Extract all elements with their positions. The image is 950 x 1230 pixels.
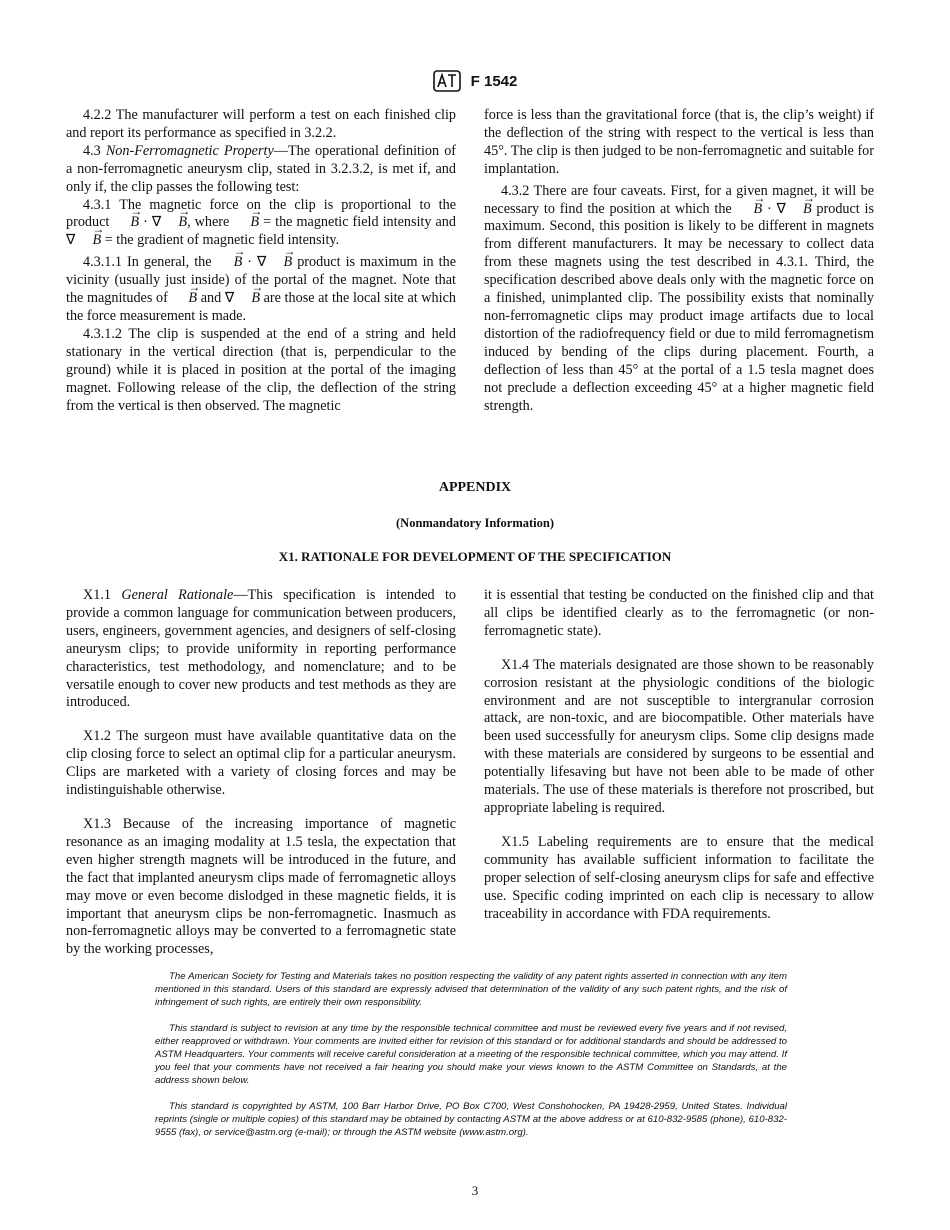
section-4-2-2: 4.2.2 The manufacturer will perform a test on each finished clip and report its performance as specified in 3.2.2. (66, 107, 456, 141)
section-4-3-1-1: 4.3.1.1 In general, the → B · ∇→ B product is maximum in the vicinity (usually just inside) of the portal of the magnet. Note that the magnitudes of → B and ∇→ B are those at the local site at which the force measurement is made. (66, 254, 456, 326)
legal-footnotes (155, 970, 787, 1151)
left-column (66, 107, 456, 415)
section-x1-3: X1.3 Because of the increasing importance of magnetic resonance as an imaging modality at 1.5 tesla, the expectation that even higher strength magnets will be introduced in the future, and the fact that implanted aneurysm clips made of ferromagnetic alloys may move or even become dislodged in these magnetic fields, it is important that aneurysm clips be non-ferromagnetic. Inasmuch as non-ferromagnetic alloys may be converted to a ferromagnetic state by the working processes, (66, 815, 456, 958)
section-4-3-2: 4.3.2 There are four caveats. First, for a given magnet, it will be necessary to find the position at which the → B · ∇→ B product is maximum. Second, this position is likely to be different in magnets from different manufacturers. It may be necessary to collect data from these magnets using the test described in 4.3.1. Third, the specification described above deals only with the magnetic force on a finished, unimplanted clip. The possibility exists that nominally non-ferromagnetic clips may product image artifacts due to local distortion of the radiofrequency field or due to mild ferromagnetism induced by bending of the clips during placement. Fourth, a deflection of less than 45° at the portal of a 1.5 tesla magnet does not preclude a deflection exceeding 45° at a higher magnetic field strength. (484, 183, 874, 416)
section-x1-1: X1.1 General Rationale—This specification is intended to provide a common language for communication between producers, users, engineers, government agencies, and designers of self-closing aneurysm clips; to provide uniformity in reporting performance characteristics, test methodology, and nomenclature; and to be versatile enough to cover new products and test methods as they are introduced. (66, 587, 457, 711)
revision-notice: This standard is subject to revision at any time by the responsible technical committee and must be reviewed every five years and if not revised, either reapproved or withdrawn. Your comments are invited either for revision of this standard or for additional standards and should be addressed to ASTM Headquarters. Your comments will receive careful consideration at a meeting of the responsible technical committee, which you may attend. If you feel that your comments have not received a fair hearing you should make your views known to the ASTM Committee on Standards, at the address shown below. (155, 1022, 787, 1087)
patent-notice: The American Society for Testing and Materials takes no position respecting the validity of any patent rights asserted in connection with any item mentioned in this standard. Users of this standard are expressly advised that determination of the validity of any such patent rights, and the risk of infringement of such rights, are entirely their own responsibility. (155, 971, 787, 1009)
standard-designation: F 1542 (470, 72, 518, 90)
section-4-3-1-2-continued: force is less than the gravitational force (that is, the clip’s weight) if the deflection of the string with respect to the vertical is less than 45°. The clip is then judged to be non-ferromagnetic and suitable for implantation. (484, 107, 874, 177)
appendix-right-column (484, 587, 874, 923)
right-column (484, 107, 874, 415)
section-4-3: 4.3 Non-Ferromagnetic Property—The operational definition of a non-ferromagnetic aneurysm clip, stated in 3.2.3.2, is met if, and only if, the clip passes the following test: (66, 142, 457, 195)
x1-section-title: X1. RATIONALE FOR DEVELOPMENT OF THE SPECIFICATION (278, 549, 672, 564)
appendix-left-column (66, 587, 456, 959)
appendix-subtitle: (Nonmandatory Information) (396, 516, 554, 530)
section-4-3-1-2: 4.3.1.2 The clip is suspended at the end of a string and held stationary in the vertical direction (that is, perpendicular to the ground) while it is placed in position at the portal of the imaging magnet. Following release of the clip, the deflection of the string from the vertical is then observed. The magnetic (66, 325, 456, 414)
section-x1-3-continued: it is essential that testing be conducted on the finished clip and that all clips be identified clearly as to the ferromagnetic (or non-ferromagnetic state). (484, 587, 874, 639)
section-x1-5: X1.5 Labeling requirements are to ensure that the medical community has available sufficient information to facilitate the proper selection of self-closing aneurysm clips for safe and effective use. Specific coding imprinted on each clip is necessary to allow traceability in accordance with FDA requirements. (484, 833, 874, 922)
appendix-title: APPENDIX (438, 480, 512, 495)
astm-logo-icon (433, 70, 461, 92)
page-number: 3 (471, 1183, 479, 1198)
section-x1-2: X1.2 The surgeon must have available quantitative data on the clip closing force to select an optimal clip for a particular aneurysm. Clips are marketed with a variety of closing forces and may be indistinguishable otherwise. (66, 728, 456, 799)
section-4-3-1: 4.3.1 The magnetic force on the clip is proportional to the product → B · ∇→ B, where → B = the magnetic field intensity and ∇→ B = the gradient of magnetic field intensity. (66, 197, 456, 251)
copyright-notice: This standard is copyrighted by ASTM, 100 Barr Harbor Drive, PO Box C700, West Conshohocken, PA 19428-2959, United States. Individual reprints (single or multiple copies) of this standard may be obtained by contacting ASTM at the above address or at 610-832-9585 (phone), 610-832-9555 (fax), or service@astm.org (e-mail); or through the ASTM website (www.astm.org). (155, 1100, 787, 1139)
page-header (0, 70, 950, 92)
section-x1-4: X1.4 The materials designated are those shown to be reasonably corrosion resistant at the physiologic conditions of the biologic environment and are not susceptible to intergranular corrosion attack, are non-toxic, and are biocompatible. Other materials have been used successfully for aneurysm clips. Some clip designs made with these materials are considered by surgeons to be essential and potentially lifesaving but have not been able to be made of other materials. The use of these materials is therefore not proscribed, but appropriate labeling is required. (484, 656, 874, 816)
